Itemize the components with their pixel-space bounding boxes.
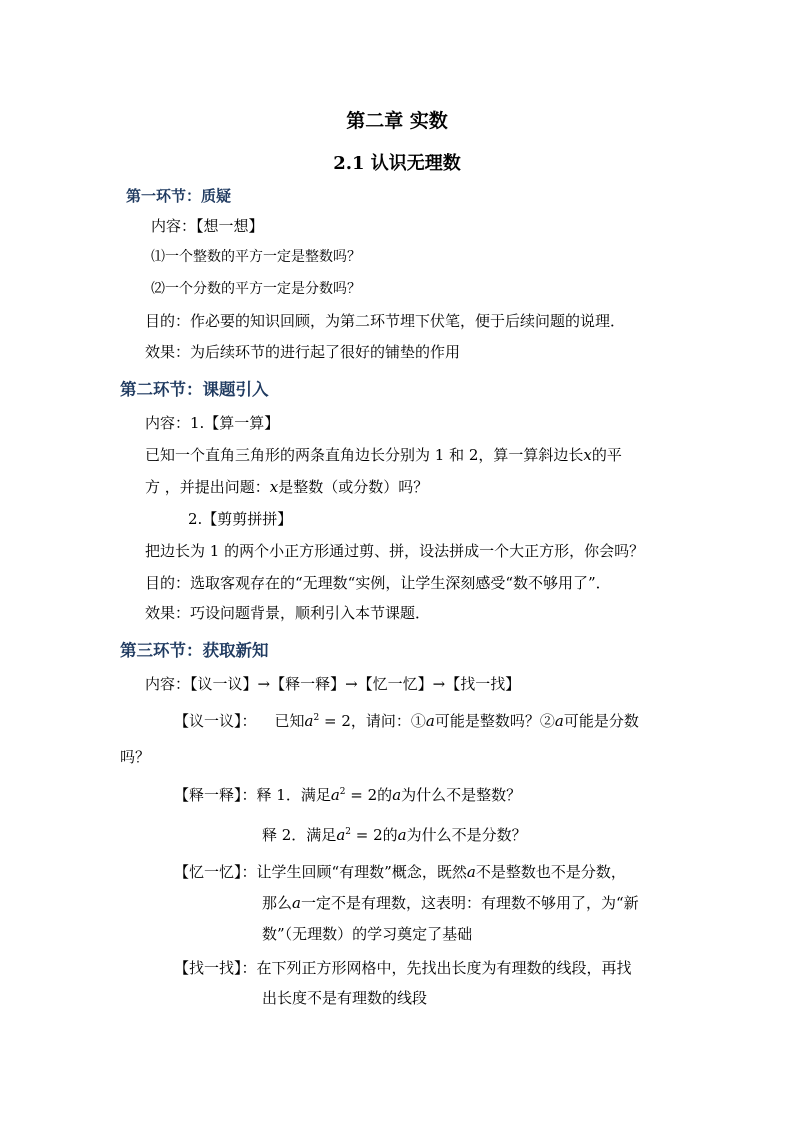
section1-question-1: ⑴一个整数的平方一定是整数吗？	[151, 249, 361, 265]
variable-x: x	[583, 446, 592, 464]
section1-effect: 效果：为后续环节的进行起了很好的铺垫的作用	[145, 343, 461, 361]
lesson-title: 2.1 认识无理数	[333, 153, 461, 174]
recall-line-2: 那么a一定不是有理数，这表明：有理数不够用了，为“新	[262, 894, 639, 912]
section1-purpose: 目的：作必要的知识回顾，为第二环节埋下伏笔，便于后续问题的说理．	[145, 312, 626, 330]
chapter-title: 第二章 实数	[346, 110, 448, 132]
discuss-wrap: 吗？	[120, 748, 151, 766]
explain-line-1: 【释一释】：释 1．满足$a^2 = 2$的a为什么不是整数？	[174, 786, 522, 804]
section2-item2-label: 2.【剪剪拼拼】	[188, 510, 293, 528]
section2-effect: 效果：巧设问题背景，顺利引入本节课题．	[145, 604, 431, 622]
recall-line-1: 【忆一忆】：让学生回顾“有理数”概念，既然a不是整数也不是分数，	[174, 863, 626, 881]
discuss-line: 【议一议】： 已知$a^2 = 2$，请问：①a可能是整数吗？②a可能是分数	[174, 712, 639, 730]
section3-heading: 第三环节：获取新知	[120, 641, 269, 660]
section2-purpose: 目的：选取客观存在的“无理数“实例，让学生深刻感受“数不够用了”．	[145, 574, 611, 592]
explain-line-2: 释 2．满足$a^2 = 2$的a为什么不是分数？	[262, 826, 527, 844]
find-line-2: 出长度不是有理数的线段	[262, 989, 428, 1007]
recall-line-3: 数”（无理数）的学习奠定了基础	[262, 925, 473, 943]
section1-heading: 第一环节：质疑	[126, 187, 232, 205]
section2-heading: 第二环节：课题引入	[120, 380, 269, 399]
section2-content-label: 内容：1.【算一算】	[145, 414, 280, 432]
section1-question-2: ⑵一个分数的平方一定是分数吗？	[151, 281, 361, 297]
section2-item2-text: 把边长为 1 的两个小正方形通过剪、拼，设法拼成一个大正方形，你会吗？	[145, 542, 645, 560]
find-label: 【找一找】：	[174, 959, 257, 977]
section3-content-line: 内容：【议一议】→【释一释】→【忆一忆】→【找一找】	[145, 675, 521, 693]
discuss-label: 【议一议】：	[174, 712, 257, 730]
find-line-1: 【找一找】：在下列正方形网格中，先找出长度为有理数的线段，再找	[174, 959, 632, 977]
section2-problem-line2: 方 ，并提出问题：x是整数（或分数）吗？	[145, 478, 429, 496]
section1-content-label: 内容：【想一想】	[151, 217, 264, 235]
section2-problem-line1: 已知一个直角三角形的两条直角边长分别为 1 和 2，算一算斜边长x的平	[145, 446, 622, 464]
explain-label: 【释一释】：	[174, 786, 257, 804]
recall-label: 【忆一忆】：	[174, 863, 257, 881]
